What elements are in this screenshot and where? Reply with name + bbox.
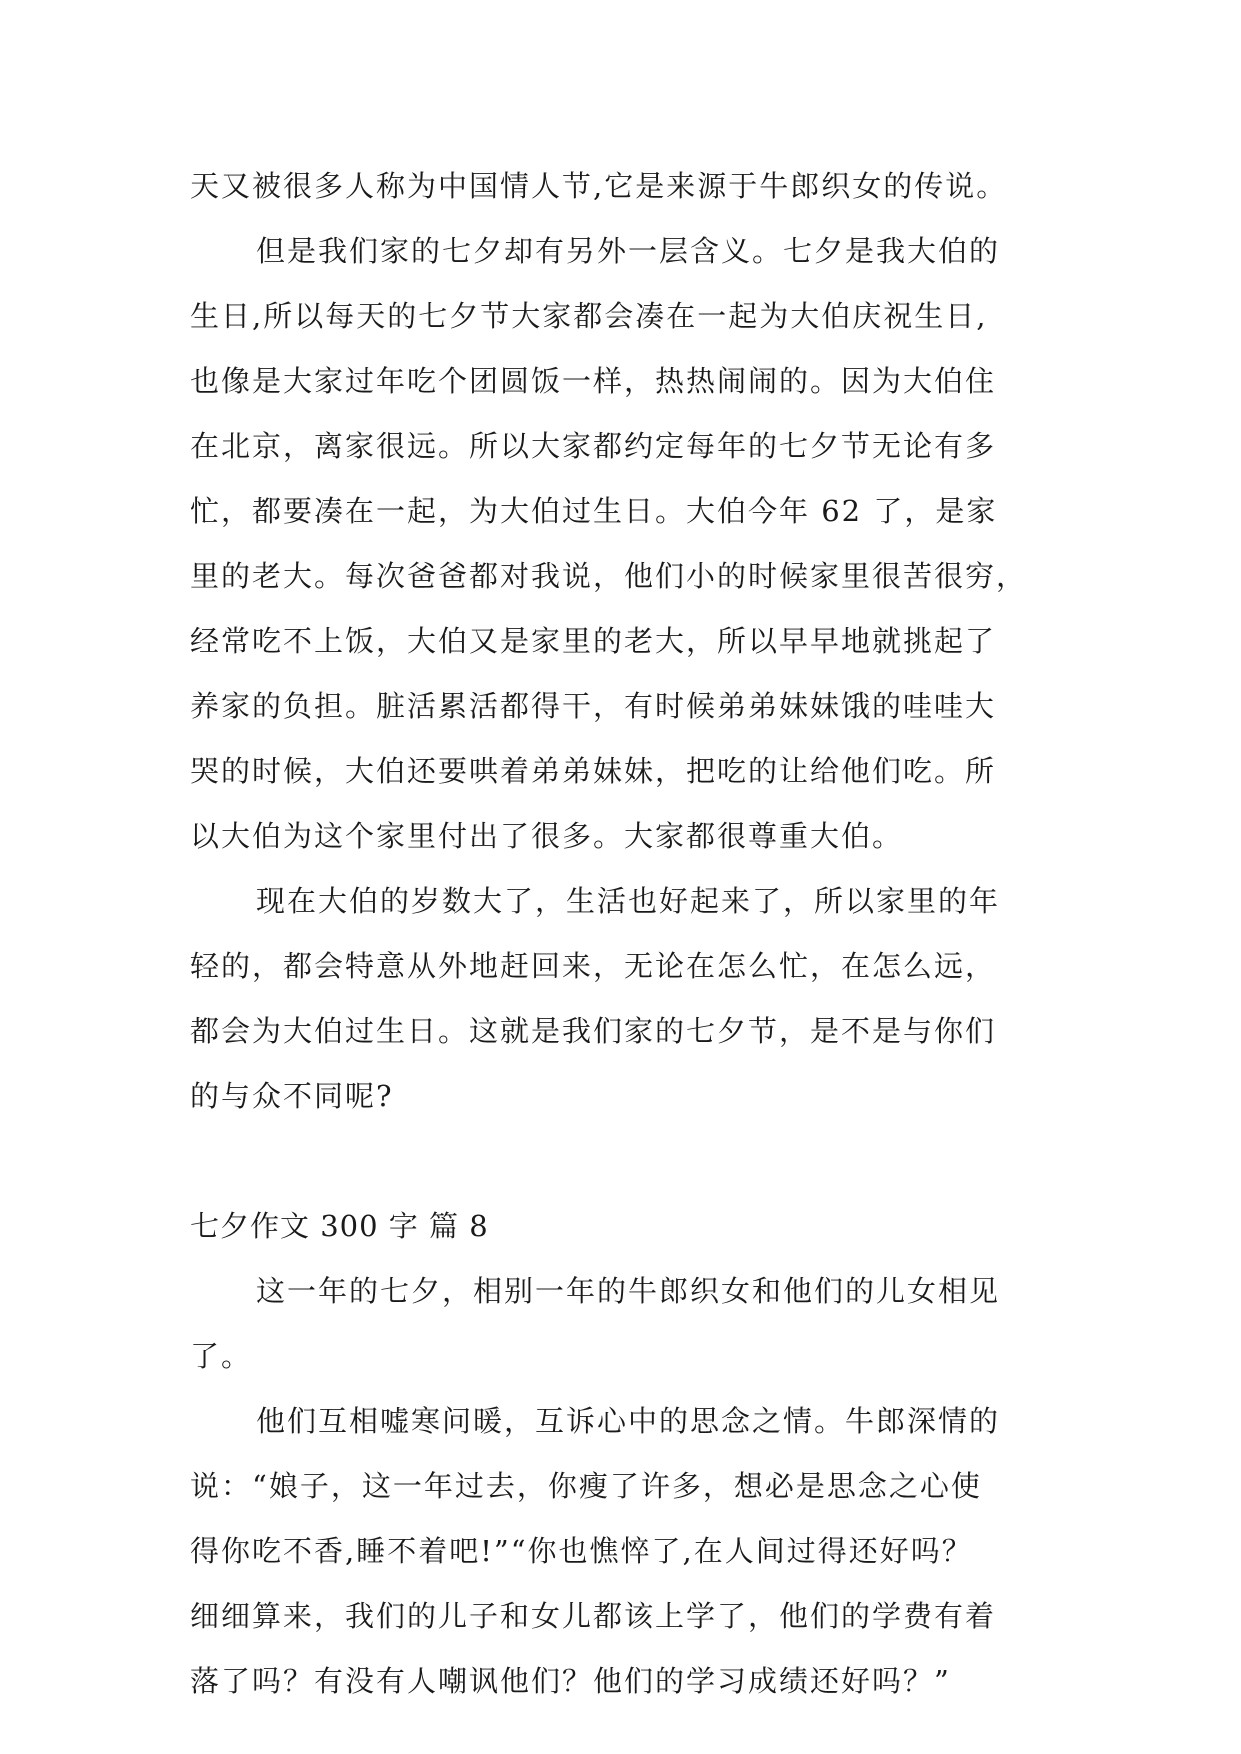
text-line: 以大伯为这个家里付出了很多。大家都很尊重大伯。 <box>190 819 904 853</box>
text-line: 都会为大伯过生日。这就是我们家的七夕节，是不是与你们 <box>190 1014 997 1048</box>
text-line: 天又被很多人称为中国情人节,它是来源于牛郎织女的传说。 <box>190 169 1008 203</box>
paragraph-start-line: 现在大伯的岁数大了，生活也好起来了，所以家里的年 <box>256 884 1001 918</box>
paragraph-start-line: 但是我们家的七夕却有另外一层含义。七夕是我大伯的 <box>256 234 1001 268</box>
paragraph-start-line: 他们互相嘘寒问暖，互诉心中的思念之情。牛郎深情的 <box>256 1404 1001 1438</box>
text-line: 的与众不同呢? <box>190 1079 394 1113</box>
paragraph-start-line: 这一年的七夕，相别一年的牛郎织女和他们的儿女相见 <box>256 1274 1001 1308</box>
text-line: 养家的负担。脏活累活都得干，有时候弟弟妹妹饿的哇哇大 <box>190 689 997 723</box>
text-line: 落了吗？有没有人嘲讽他们？他们的学习成绩还好吗？” <box>190 1664 951 1698</box>
text-line: 说：“娘子，这一年过去，你瘦了许多，想必是思念之心使 <box>190 1469 982 1503</box>
text-line: 轻的，都会特意从外地赶回来，无论在怎么忙，在怎么远， <box>190 949 997 983</box>
text-line: 细细算来，我们的儿子和女儿都该上学了，他们的学费有着 <box>190 1599 997 1633</box>
text-line: 生日,所以每天的七夕节大家都会凑在一起为大伯庆祝生日, <box>190 299 988 333</box>
text-line: 哭的时候，大伯还要哄着弟弟妹妹，把吃的让给他们吃。所 <box>190 754 997 788</box>
text-line: 经常吃不上饭，大伯又是家里的老大，所以早早地就挑起了 <box>190 624 997 658</box>
text-line: 在北京，离家很远。所以大家都约定每年的七夕节无论有多 <box>190 429 997 463</box>
text-line: 也像是大家过年吃个团圆饭一样，热热闹闹的。因为大伯住 <box>190 364 997 398</box>
section-heading: 七夕作文 300 字 篇 8 <box>190 1209 489 1243</box>
text-line: 了。 <box>190 1339 253 1373</box>
text-line: 里的老大。每次爸爸都对我说，他们小的时候家里很苦很穷， <box>190 559 1028 593</box>
text-line: 忙，都要凑在一起，为大伯过生日。大伯今年 62 了，是家 <box>190 494 998 528</box>
text-line: 得你吃不香,睡不着吧!”“你也憔悴了,在人间过得还好吗？ <box>190 1534 973 1568</box>
